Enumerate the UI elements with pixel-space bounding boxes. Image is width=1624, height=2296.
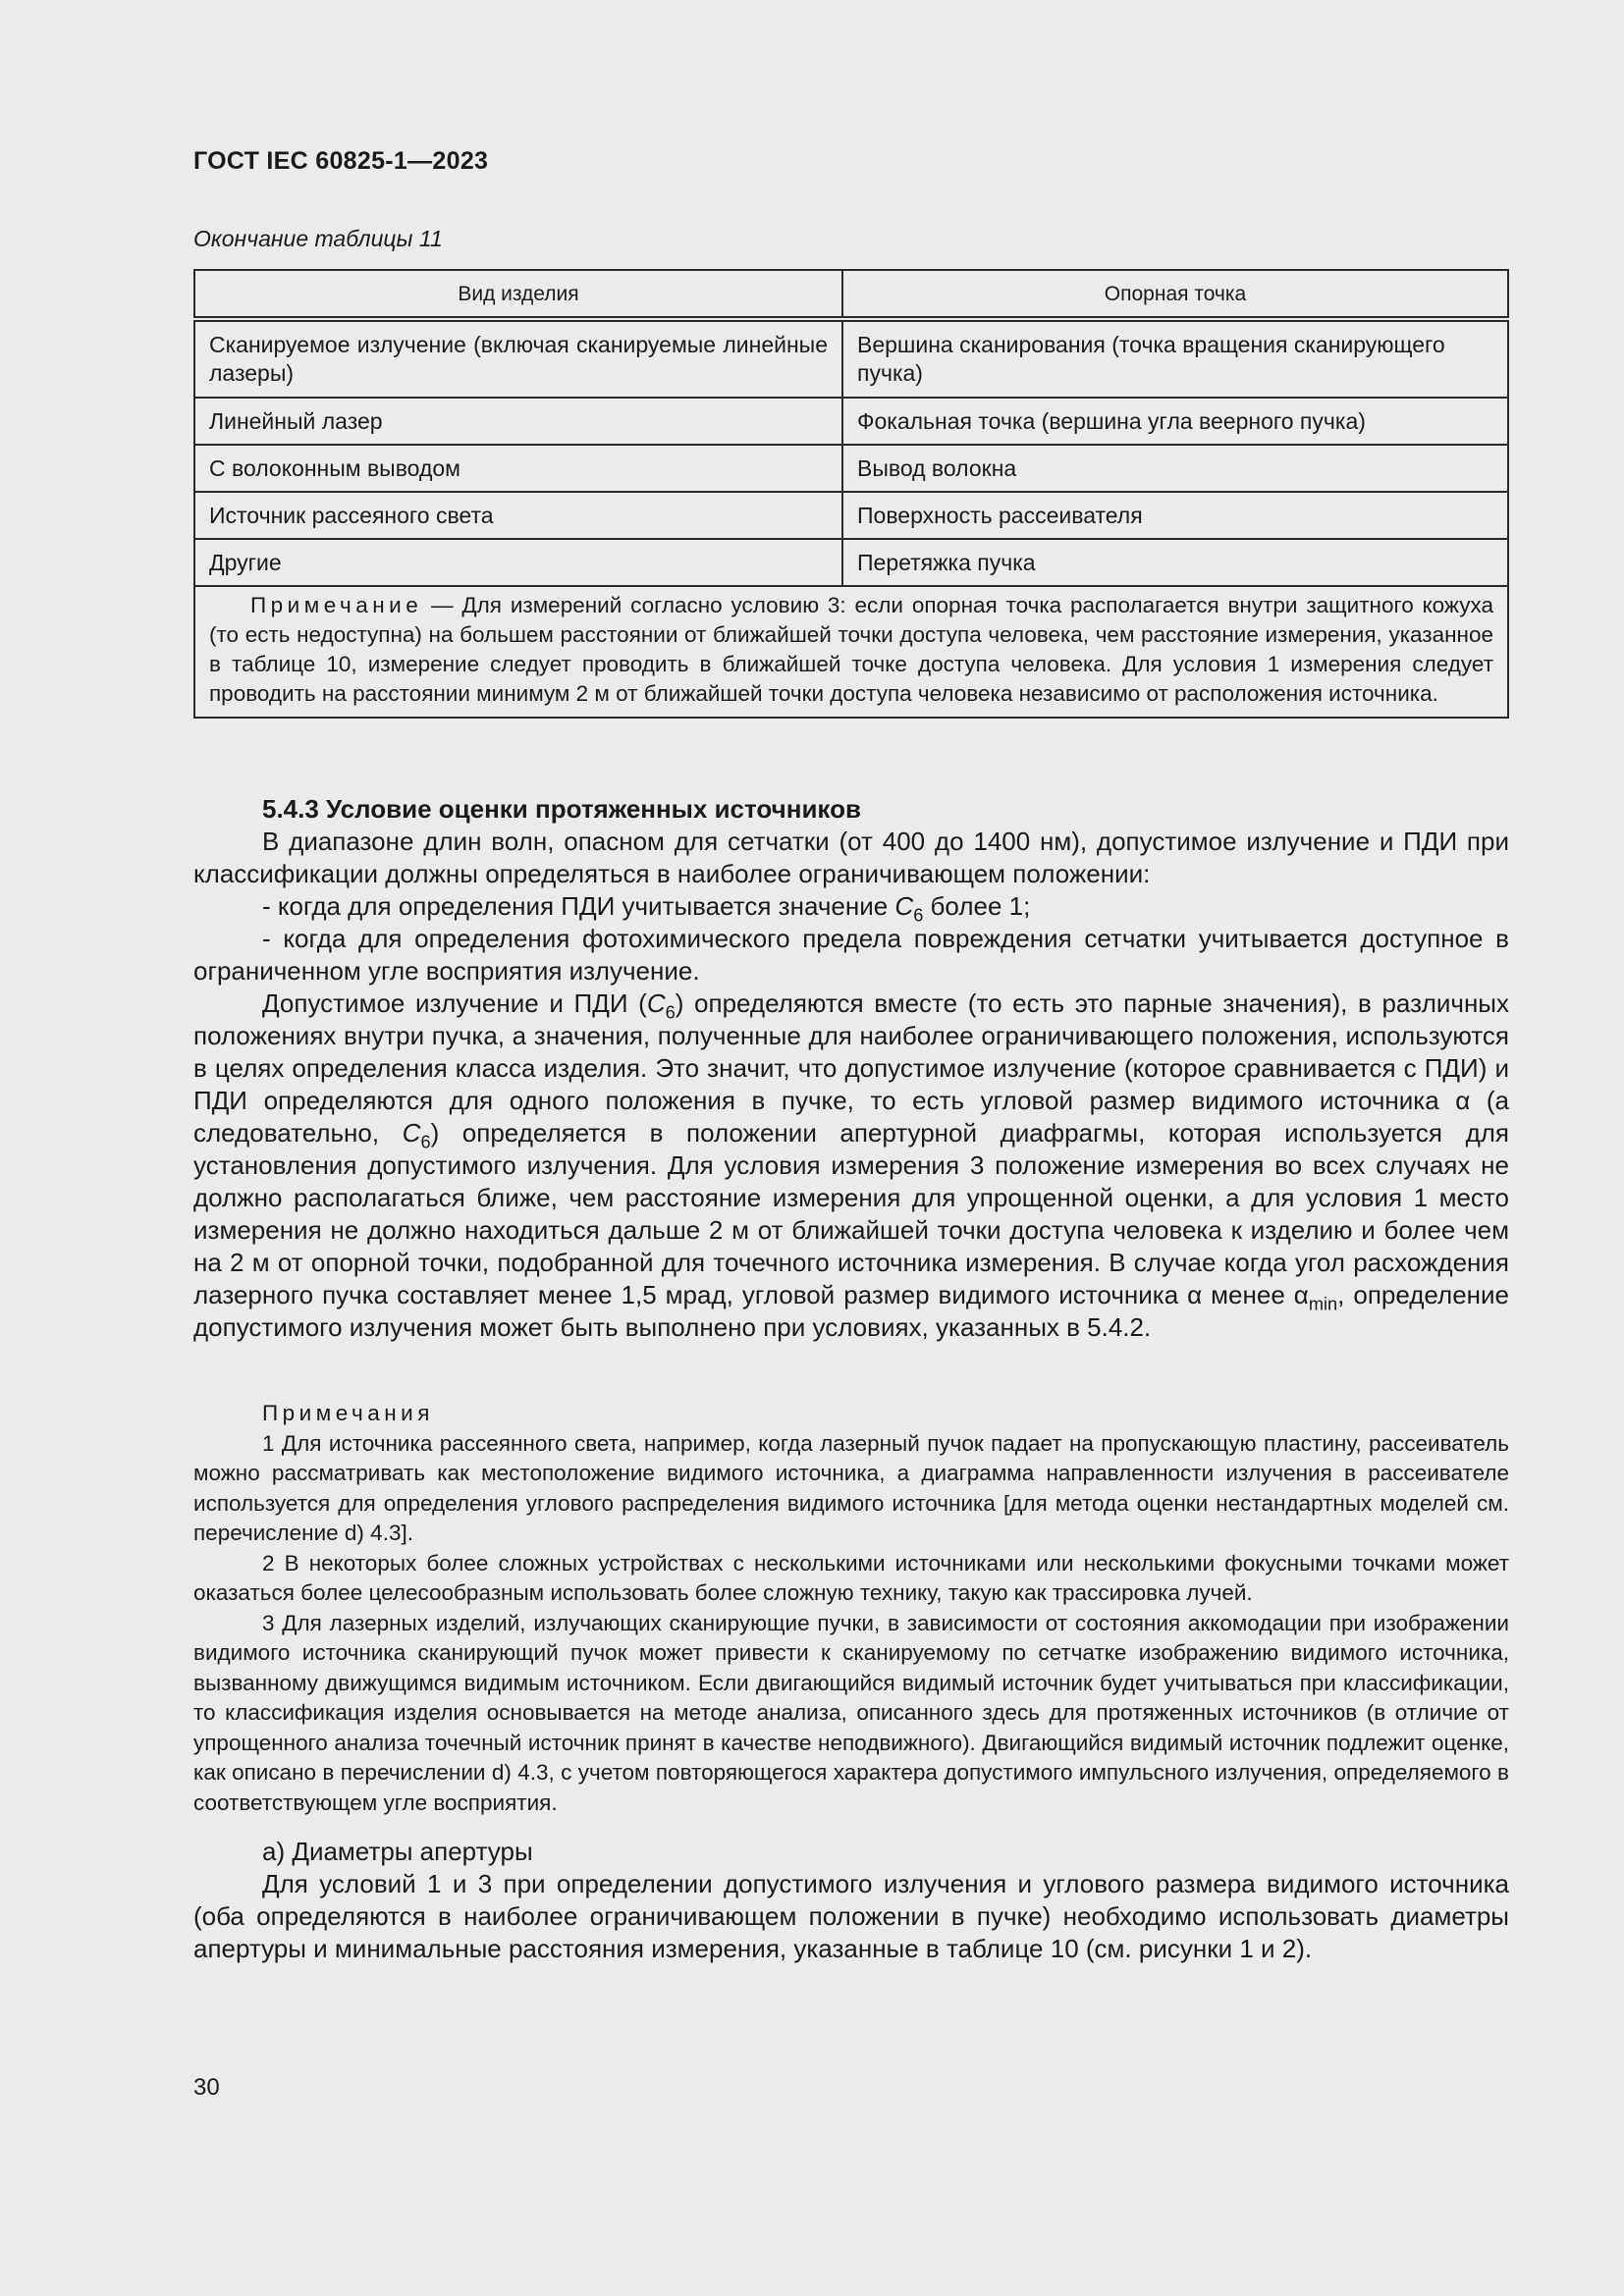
header-product-type: Вид изделия (194, 270, 842, 319)
list-item: - когда для определения фотохимического предела повреждения сетчатки учитывается доступное в ограниченном угле восприятия излучение. (193, 924, 1509, 986)
paragraph: В диапазоне длин волн, опасном для сетчатки (от 400 до 1400 нм), допустимое излучение и ПДИ при классификации должны определяться в наиболее ограничивающем положении: (193, 827, 1509, 888)
note-item: 1 Для источника рассеянного света, например, когда лазерный пучок падает на пропускающую пластину, рассеиватель можно рассматривать как местоположение видимого источника, а диаграмма направленности излучения в рассеивателе используется для определения углового распределения видимого источника [для метода оценки нестандартных моделей см. перечисление d) 4.3]. (193, 1430, 1509, 1545)
table-row (194, 319, 1508, 398)
table-caption: Окончание таблицы 11 (193, 226, 443, 251)
notes-block (193, 1399, 1509, 1818)
cell-product: Источник рассеяного света (194, 492, 842, 539)
note-label: Примечание (250, 593, 423, 617)
cell-reference: Вершина сканирования (точка вращения сканирующего пучка) (842, 319, 1508, 398)
paragraph: Для условий 1 и 3 при определении допустимого излучения и углового размера видимого источника (оба определяются в наиболее ограничивающем положении в пучке) необходимо использовать диаметры апертуры и минимальные расстояния измерения, указанные в таблице 10 (см. рисунки 1 и 2). (193, 1869, 1509, 1963)
table-note-row (194, 586, 1508, 718)
subsection-body (193, 1836, 1509, 1965)
section-body (193, 793, 1509, 1344)
note-text: — Для измерений согласно условию 3: если опорная точка располагается внутри защитного кожуха (то есть недоступна) на большем расстоянии от ближайшей точки доступа человека, чем расстояние измерения, указанное в таблице 10, измерение следует проводить в ближайшей точке доступа человека. Для условия 1 измерения следует проводить на расстоянии минимум 2 м от ближайшей точки доступа человека независимо от расположения источника. (209, 593, 1493, 706)
section-heading: 5.4.3 Условие оценки протяженных источников (262, 794, 861, 824)
cell-product: С волоконным выводом (194, 445, 842, 492)
cell-product: Другие (194, 539, 842, 586)
table-header-row (194, 270, 1508, 319)
reference-point-table (193, 269, 1509, 719)
page-number: 30 (193, 2074, 220, 2101)
cell-product: Сканируемое излучение (включая сканируемые линейные лазеры) (194, 319, 842, 398)
paragraph: Допустимое излучение и ПДИ $(C_6)$ определяются вместе (то есть это парные значения), в различных положениях внутри пучка, а значения, полученные для наиболее ограничивающего положения, используются в целях определения класса изделия. Это значит, что допустимое излучение (которое сравнивается с ПДИ) и ПДИ определяются для одного положения в пучке, то есть угловой размер видимого источника α (а следовательно, $C_6$) определяется в положении апертурной диафрагмы, которая используется для установления допустимого излучения. Для условия измерения 3 положение измерения во всех случаях не должно располагаться ближе, чем расстояние измерения для упрощенной оценки, а для условия 1 место измерения не должно находиться дальше 2 м от ближайшей точки доступа человека к изделию и более чем на 2 м от опорной точки, подобранной для точечного источника измерения. В случае когда угол расхождения лазерного пучка составляет менее 1,5 мрад, угловой размер видимого источника α менее $\alpha_{min}$, определение допустимого излучения может быть выполнено при условиях, указанных в 5.4.2. (193, 988, 1509, 1342)
note-item: 3 Для лазерных изделий, излучающих сканирующие пучки, в зависимости от состояния аккомодации при изображении видимого источника сканирующий пучок может привести к сканируемому по сетчатке изображению видимого источника, вызванному движущимся видимым источником. Если двигающийся видимый источник будет учитываться при классификации, то классификация изделия основывается на методе анализа, описанного здесь для протяженных источников (в отличие от упрощенного анализа точечный источник принят в качестве неподвижного). Двигающийся видимый источник подлежит оценке, как описано в перечислении d) 4.3, с учетом повторяющегося характера допустимого импульсного излучения, определяемого в соответствующем угле восприятия. (193, 1610, 1509, 1815)
header-reference-point: Опорная точка (842, 270, 1508, 319)
table-row (194, 492, 1508, 539)
cell-reference: Вывод волокна (842, 445, 1508, 492)
list-item: - когда для определения ПДИ учитывается значение $C_6$ более 1; (262, 891, 1031, 926)
subsection-heading: а) Диаметры апертуры (262, 1837, 533, 1866)
cell-reference: Поверхность рассеивателя (842, 492, 1508, 539)
cell-reference: Перетяжка пучка (842, 539, 1508, 586)
table-note (194, 586, 1508, 718)
table-row (194, 445, 1508, 492)
table-row (194, 398, 1508, 445)
cell-product: Линейный лазер (194, 398, 842, 445)
document-header: ГОСТ IEC 60825-1—2023 (193, 147, 489, 175)
note-item: 2 В некоторых более сложных устройствах с несколькими источниками или несколькими фокусными точками может оказаться более целесообразным использовать более сложную технику, такую как трассировка лучей. (193, 1550, 1509, 1605)
cell-reference: Фокальная точка (вершина угла веерного пучка) (842, 398, 1508, 445)
notes-label: Примечания (262, 1401, 434, 1425)
table-row (194, 539, 1508, 586)
